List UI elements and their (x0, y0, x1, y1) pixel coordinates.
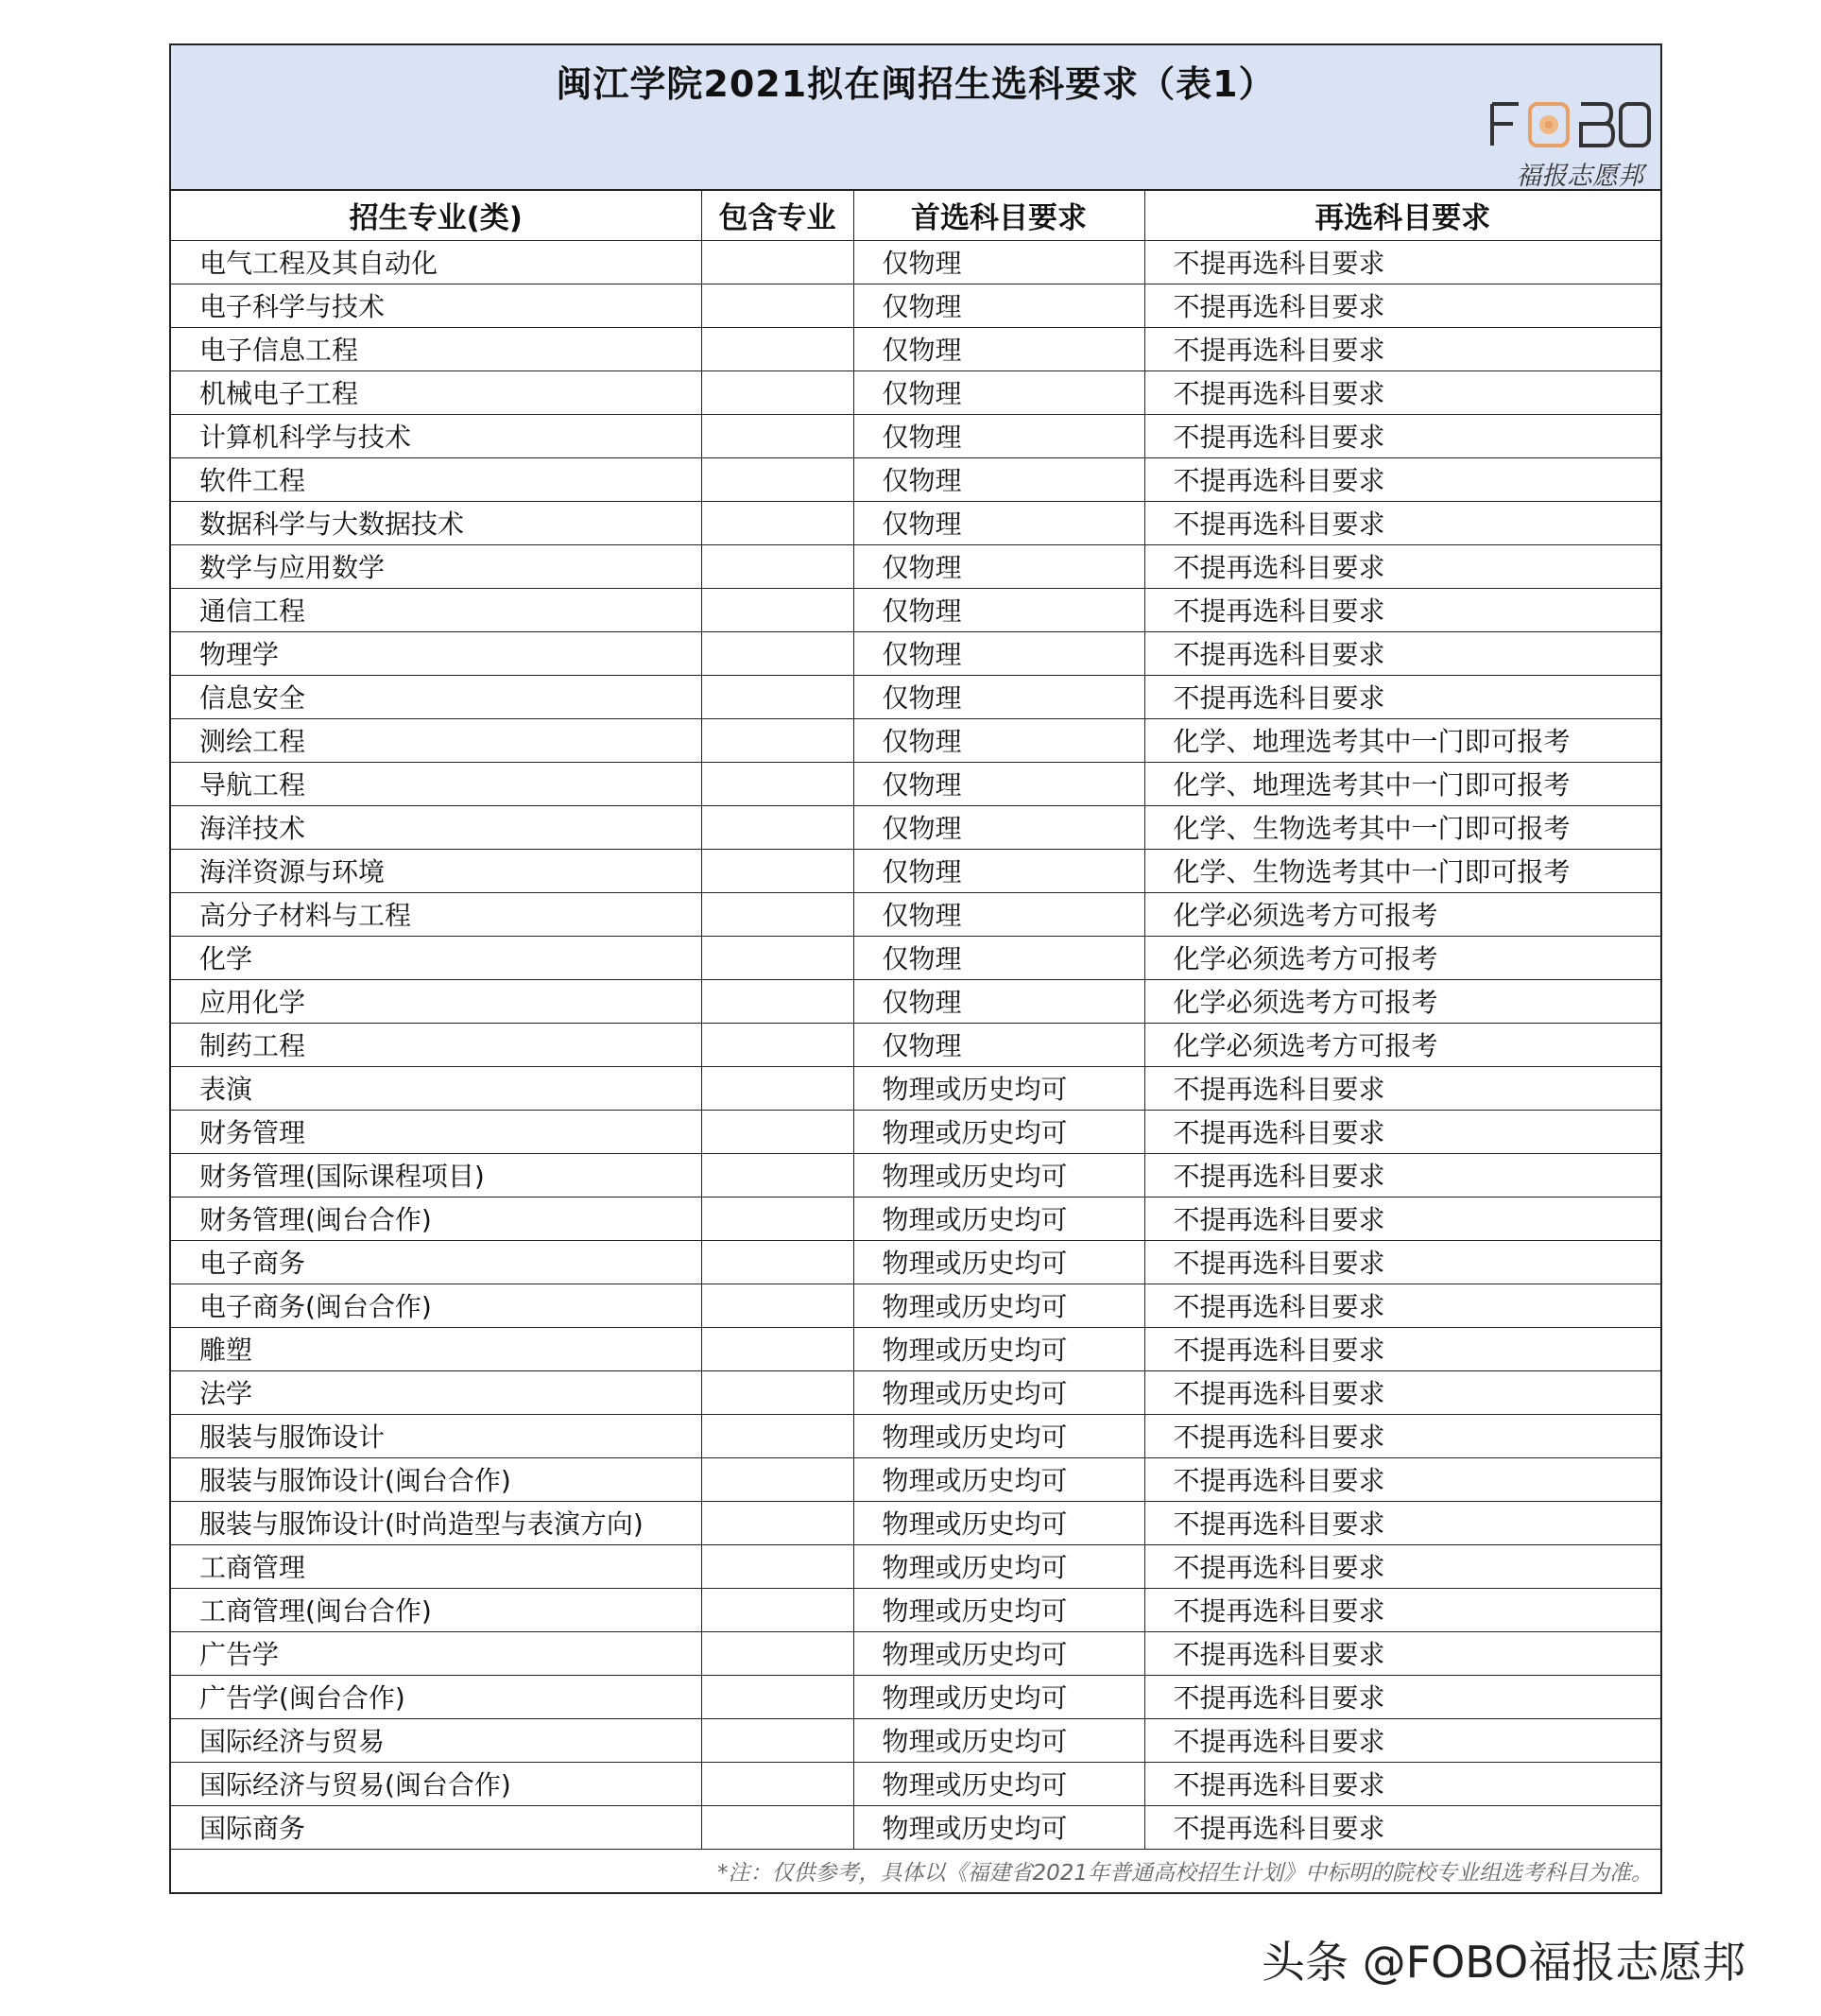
cell-first-subject: 物理或历史均可 (853, 1762, 1144, 1805)
cell-major: 财务管理(闽台合作) (171, 1197, 701, 1240)
cell-included-majors (701, 1805, 853, 1849)
cell-major: 数据科学与大数据技术 (171, 501, 701, 544)
cell-major: 国际经济与贸易(闽台合作) (171, 1762, 701, 1805)
footnote: *注：仅供参考，具体以《福建省2021年普通高校招生计划》中标明的院校专业组选考科目为准。 (171, 1849, 1660, 1892)
cell-included-majors (701, 1153, 853, 1197)
table-row (171, 631, 1660, 675)
cell-first-subject: 仅物理 (853, 501, 1144, 544)
cell-first-subject: 物理或历史均可 (853, 1544, 1144, 1588)
cell-second-subject: 不提再选科目要求 (1144, 370, 1660, 414)
table-row (171, 1805, 1660, 1849)
cell-major: 数学与应用数学 (171, 544, 701, 588)
cell-major: 机械电子工程 (171, 370, 701, 414)
cell-major: 广告学(闽台合作) (171, 1675, 701, 1718)
table-row (171, 284, 1660, 327)
cell-major: 表演 (171, 1066, 701, 1110)
cell-first-subject: 物理或历史均可 (853, 1414, 1144, 1457)
cell-second-subject: 不提再选科目要求 (1144, 1110, 1660, 1153)
cell-first-subject: 仅物理 (853, 979, 1144, 1023)
table-row (171, 240, 1660, 284)
cell-major: 导航工程 (171, 762, 701, 805)
cell-second-subject: 不提再选科目要求 (1144, 1457, 1660, 1501)
cell-first-subject: 物理或历史均可 (853, 1588, 1144, 1631)
cell-first-subject: 物理或历史均可 (853, 1240, 1144, 1284)
cell-second-subject: 不提再选科目要求 (1144, 1240, 1660, 1284)
table-row (171, 1544, 1660, 1588)
cell-major: 测绘工程 (171, 718, 701, 762)
cell-first-subject: 物理或历史均可 (853, 1284, 1144, 1327)
title-band (171, 45, 1660, 191)
cell-included-majors (701, 1631, 853, 1675)
table-header-row (171, 191, 1660, 240)
table-body (171, 240, 1660, 1849)
table-row (171, 892, 1660, 936)
cell-second-subject: 不提再选科目要求 (1144, 1762, 1660, 1805)
header-second-subject: 再选科目要求 (1144, 191, 1660, 240)
logo-caption: 福报志愿邦 (1516, 162, 1643, 191)
cell-major: 电子商务(闽台合作) (171, 1284, 701, 1327)
cell-included-majors (701, 1370, 853, 1414)
cell-first-subject: 物理或历史均可 (853, 1153, 1144, 1197)
header-first-subject: 首选科目要求 (853, 191, 1144, 240)
cell-major: 通信工程 (171, 588, 701, 631)
cell-major: 财务管理 (171, 1110, 701, 1153)
table-row (171, 1762, 1660, 1805)
cell-included-majors (701, 631, 853, 675)
header-major: 招生专业(类) (171, 191, 701, 240)
table-row (171, 1370, 1660, 1414)
cell-second-subject: 化学必须选考方可报考 (1144, 936, 1660, 979)
cell-included-majors (701, 1457, 853, 1501)
cell-major: 法学 (171, 1370, 701, 1414)
cell-second-subject: 不提再选科目要求 (1144, 457, 1660, 501)
table-row (171, 936, 1660, 979)
cell-included-majors (701, 979, 853, 1023)
table-row (171, 1153, 1660, 1197)
cell-major: 服装与服饰设计(时尚造型与表演方向) (171, 1501, 701, 1544)
cell-second-subject: 不提再选科目要求 (1144, 1631, 1660, 1675)
cell-second-subject: 不提再选科目要求 (1144, 1501, 1660, 1544)
cell-included-majors (701, 501, 853, 544)
cell-included-majors (701, 718, 853, 762)
cell-second-subject: 不提再选科目要求 (1144, 501, 1660, 544)
cell-included-majors (701, 1197, 853, 1240)
fobo-logo-mark (1483, 96, 1653, 153)
cell-first-subject: 仅物理 (853, 370, 1144, 414)
cell-first-subject: 仅物理 (853, 892, 1144, 936)
cell-second-subject: 化学、地理选考其中一门即可报考 (1144, 718, 1660, 762)
watermark: 头条 @FOBO福报志愿邦 (1262, 1937, 1746, 1988)
table-row (171, 370, 1660, 414)
cell-first-subject: 物理或历史均可 (853, 1327, 1144, 1370)
cell-first-subject: 仅物理 (853, 805, 1144, 849)
fobo-logo (1473, 96, 1653, 191)
table-row (171, 457, 1660, 501)
cell-first-subject: 仅物理 (853, 849, 1144, 892)
requirements-sheet (169, 43, 1662, 1894)
table-row (171, 544, 1660, 588)
cell-major: 工商管理(闽台合作) (171, 1588, 701, 1631)
cell-first-subject: 仅物理 (853, 936, 1144, 979)
table-row (171, 1718, 1660, 1762)
cell-major: 服装与服饰设计 (171, 1414, 701, 1457)
cell-first-subject: 仅物理 (853, 414, 1144, 457)
cell-second-subject: 化学、生物选考其中一门即可报考 (1144, 849, 1660, 892)
table-row (171, 1588, 1660, 1631)
cell-included-majors (701, 457, 853, 501)
table-row (171, 1066, 1660, 1110)
cell-included-majors (701, 240, 853, 284)
cell-major: 软件工程 (171, 457, 701, 501)
header-included-majors: 包含专业 (701, 191, 853, 240)
table-row (171, 805, 1660, 849)
cell-second-subject: 不提再选科目要求 (1144, 1805, 1660, 1849)
cell-first-subject: 仅物理 (853, 718, 1144, 762)
cell-included-majors (701, 588, 853, 631)
cell-included-majors (701, 327, 853, 370)
cell-included-majors (701, 1588, 853, 1631)
cell-included-majors (701, 284, 853, 327)
cell-major: 计算机科学与技术 (171, 414, 701, 457)
cell-second-subject: 不提再选科目要求 (1144, 631, 1660, 675)
table-row (171, 501, 1660, 544)
table-row (171, 327, 1660, 370)
cell-first-subject: 物理或历史均可 (853, 1805, 1144, 1849)
cell-included-majors (701, 936, 853, 979)
table-row (171, 1457, 1660, 1501)
table-row (171, 1110, 1660, 1153)
cell-first-subject: 物理或历史均可 (853, 1066, 1144, 1110)
cell-first-subject: 物理或历史均可 (853, 1457, 1144, 1501)
cell-second-subject: 不提再选科目要求 (1144, 414, 1660, 457)
cell-second-subject: 化学必须选考方可报考 (1144, 892, 1660, 936)
cell-second-subject: 不提再选科目要求 (1144, 675, 1660, 718)
cell-second-subject: 化学、生物选考其中一门即可报考 (1144, 805, 1660, 849)
cell-first-subject: 物理或历史均可 (853, 1197, 1144, 1240)
cell-major: 物理学 (171, 631, 701, 675)
cell-second-subject: 不提再选科目要求 (1144, 1197, 1660, 1240)
cell-second-subject: 不提再选科目要求 (1144, 588, 1660, 631)
cell-first-subject: 仅物理 (853, 544, 1144, 588)
cell-second-subject: 化学、地理选考其中一门即可报考 (1144, 762, 1660, 805)
cell-major: 工商管理 (171, 1544, 701, 1588)
cell-second-subject: 化学必须选考方可报考 (1144, 979, 1660, 1023)
cell-second-subject: 不提再选科目要求 (1144, 1675, 1660, 1718)
cell-included-majors (701, 1762, 853, 1805)
cell-second-subject: 不提再选科目要求 (1144, 1153, 1660, 1197)
cell-included-majors (701, 1110, 853, 1153)
cell-first-subject: 仅物理 (853, 284, 1144, 327)
cell-included-majors (701, 762, 853, 805)
table-row (171, 979, 1660, 1023)
cell-first-subject: 物理或历史均可 (853, 1110, 1144, 1153)
table-row (171, 718, 1660, 762)
cell-first-subject: 物理或历史均可 (853, 1675, 1144, 1718)
cell-included-majors (701, 1414, 853, 1457)
cell-second-subject: 不提再选科目要求 (1144, 1414, 1660, 1457)
cell-major: 电子商务 (171, 1240, 701, 1284)
cell-first-subject: 物理或历史均可 (853, 1718, 1144, 1762)
table-row (171, 1414, 1660, 1457)
cell-first-subject: 仅物理 (853, 1023, 1144, 1066)
cell-major: 广告学 (171, 1631, 701, 1675)
cell-included-majors (701, 544, 853, 588)
cell-second-subject: 不提再选科目要求 (1144, 1588, 1660, 1631)
table-row (171, 1327, 1660, 1370)
cell-first-subject: 仅物理 (853, 762, 1144, 805)
table-row (171, 762, 1660, 805)
cell-second-subject: 不提再选科目要求 (1144, 1066, 1660, 1110)
table-row (171, 1631, 1660, 1675)
cell-first-subject: 物理或历史均可 (853, 1370, 1144, 1414)
table-row (171, 1675, 1660, 1718)
cell-included-majors (701, 892, 853, 936)
cell-included-majors (701, 1066, 853, 1110)
cell-major: 服装与服饰设计(闽台合作) (171, 1457, 701, 1501)
cell-first-subject: 仅物理 (853, 675, 1144, 718)
cell-included-majors (701, 1718, 853, 1762)
cell-first-subject: 仅物理 (853, 588, 1144, 631)
page-title: 闽江学院2021拟在闽招生选科要求（表1） (556, 63, 1276, 105)
cell-included-majors (701, 849, 853, 892)
cell-included-majors (701, 414, 853, 457)
cell-major: 制药工程 (171, 1023, 701, 1066)
table-row (171, 1023, 1660, 1066)
cell-included-majors (701, 1240, 853, 1284)
cell-included-majors (701, 1501, 853, 1544)
cell-major: 国际商务 (171, 1805, 701, 1849)
cell-major: 海洋资源与环境 (171, 849, 701, 892)
cell-major: 高分子材料与工程 (171, 892, 701, 936)
cell-major: 海洋技术 (171, 805, 701, 849)
cell-major: 化学 (171, 936, 701, 979)
cell-major: 电子科学与技术 (171, 284, 701, 327)
cell-first-subject: 物理或历史均可 (853, 1501, 1144, 1544)
cell-major: 雕塑 (171, 1327, 701, 1370)
cell-major: 应用化学 (171, 979, 701, 1023)
cell-second-subject: 不提再选科目要求 (1144, 240, 1660, 284)
cell-first-subject: 物理或历史均可 (853, 1631, 1144, 1675)
requirements-table (171, 191, 1660, 1892)
table-row (171, 1240, 1660, 1284)
cell-included-majors (701, 675, 853, 718)
cell-second-subject: 不提再选科目要求 (1144, 544, 1660, 588)
table-row (171, 1284, 1660, 1327)
cell-included-majors (701, 1284, 853, 1327)
cell-included-majors (701, 370, 853, 414)
table-row (171, 1501, 1660, 1544)
cell-second-subject: 化学必须选考方可报考 (1144, 1023, 1660, 1066)
table-row (171, 588, 1660, 631)
cell-second-subject: 不提再选科目要求 (1144, 1718, 1660, 1762)
cell-second-subject: 不提再选科目要求 (1144, 1544, 1660, 1588)
cell-first-subject: 仅物理 (853, 631, 1144, 675)
cell-included-majors (701, 805, 853, 849)
cell-second-subject: 不提再选科目要求 (1144, 1327, 1660, 1370)
cell-included-majors (701, 1544, 853, 1588)
cell-second-subject: 不提再选科目要求 (1144, 1370, 1660, 1414)
cell-first-subject: 仅物理 (853, 240, 1144, 284)
cell-major: 电气工程及其自动化 (171, 240, 701, 284)
cell-second-subject: 不提再选科目要求 (1144, 284, 1660, 327)
cell-major: 国际经济与贸易 (171, 1718, 701, 1762)
table-row (171, 414, 1660, 457)
cell-included-majors (701, 1675, 853, 1718)
cell-first-subject: 仅物理 (853, 457, 1144, 501)
table-row (171, 675, 1660, 718)
cell-second-subject: 不提再选科目要求 (1144, 1284, 1660, 1327)
footnote-row (171, 1849, 1660, 1892)
cell-included-majors (701, 1327, 853, 1370)
cell-major: 信息安全 (171, 675, 701, 718)
cell-second-subject: 不提再选科目要求 (1144, 327, 1660, 370)
cell-included-majors (701, 1023, 853, 1066)
table-row (171, 849, 1660, 892)
table-row (171, 1197, 1660, 1240)
cell-major: 电子信息工程 (171, 327, 701, 370)
cell-first-subject: 仅物理 (853, 327, 1144, 370)
cell-major: 财务管理(国际课程项目) (171, 1153, 701, 1197)
